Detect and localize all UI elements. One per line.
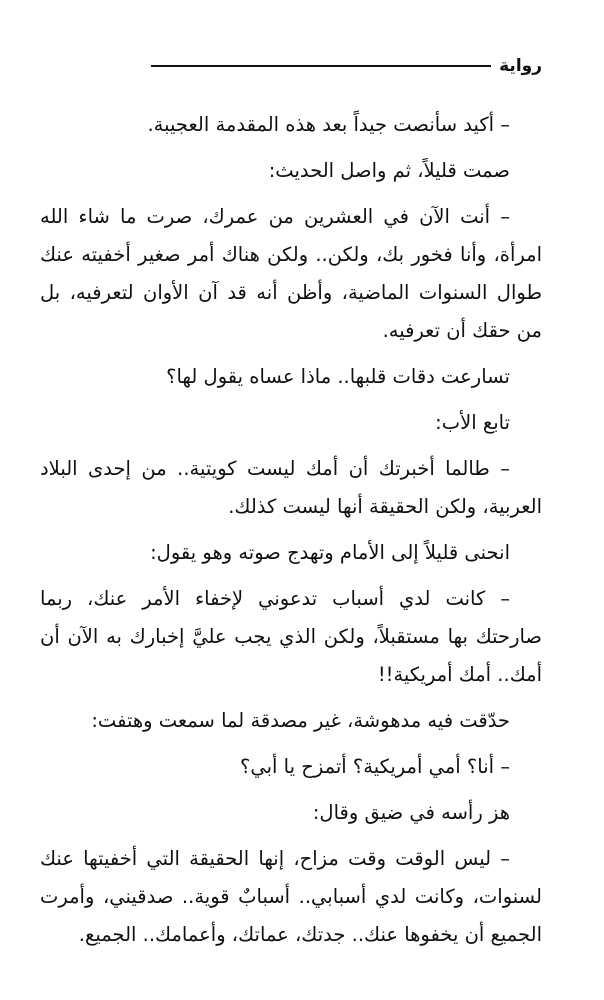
paragraph: – أنا؟ أمي أمريكية؟ أتمزح يا أبي؟ <box>240 755 510 778</box>
paragraph: انحنى قليلاً إلى الأمام وتهدج صوته وهو يقول: <box>150 541 510 564</box>
paragraph: هز رأسه في ضيق وقال: <box>312 801 510 824</box>
paragraph: حدّقت فيه مدهوشة، غير مصدقة لما سمعت وهتفت: <box>91 709 510 732</box>
paragraph: تابع الأب: <box>435 411 510 434</box>
paragraph: – كانت لدي أسباب تدعوني لإخفاء الأمر عنك، ربما صارحتك بها مستقبلاً، ولكن الذي يجب عليَّ إخبارك به الآن أن أمك.. أمك أمريكية!! <box>40 587 542 686</box>
running-header <box>151 55 542 77</box>
paragraph: – أكيد سأنصت جيداً بعد هذه المقدمة العجيبة. <box>147 113 510 136</box>
paragraph: – أنت الآن في العشرين من عمرك، صرت ما شاء الله امرأة، وأنا فخور بك، ولكن.. ولكن هناك أمر صغير أخفيته عنك طوال السنوات الماضية، وأظن أنه قد آن الأوان لتعرفيه، بل من حقك أن تعرفيه. <box>40 205 542 342</box>
page-body <box>40 106 542 962</box>
running-title: رواية <box>499 56 542 76</box>
header-rule <box>151 65 491 67</box>
paragraph: – ليس الوقت وقت مزاح، إنها الحقيقة التي أخفيتها عنك لسنوات، وكانت لدي أسبابي.. أسبابٌ قوية.. صدقيني، وأمرت الجميع أن يخفوها عنك.. جدتك، عماتك، وأعمامك.. الجميع. <box>40 847 542 946</box>
paragraph: تسارعت دقات قلبها.. ماذا عساه يقول لها؟ <box>166 365 510 388</box>
paragraph: – طالما أخبرتك أن أمك ليست كويتية.. من إحدى البلاد العربية، ولكن الحقيقة أنها ليست كذلك. <box>40 457 542 518</box>
paragraph: صمت قليلاً، ثم واصل الحديث: <box>268 159 510 182</box>
